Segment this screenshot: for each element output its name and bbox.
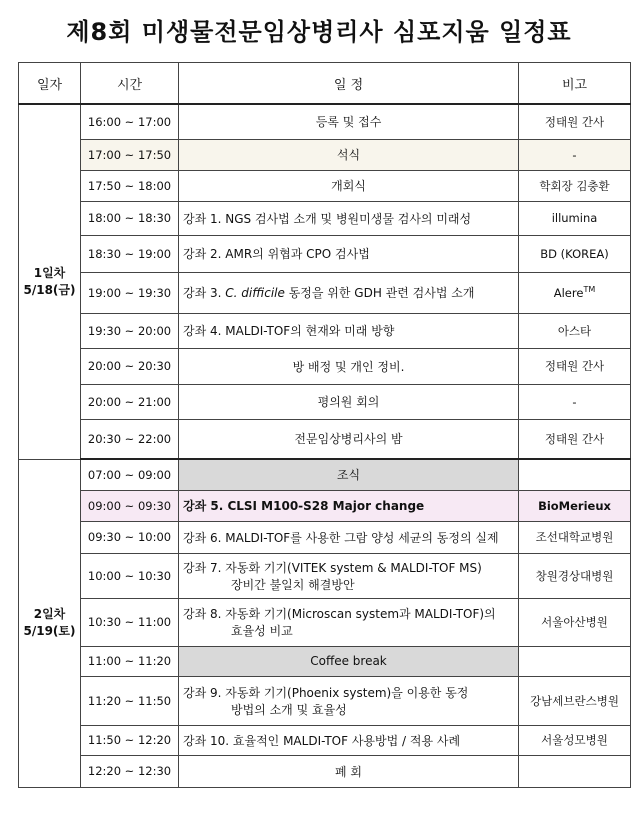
table-row <box>19 521 631 553</box>
time-cell: 10:00 ~ 10:30 <box>81 553 179 598</box>
note-cell <box>519 646 631 676</box>
schedule-table <box>18 62 631 788</box>
time-cell: 18:00 ~ 18:30 <box>81 201 179 235</box>
program-cell: 강좌 10. 효율적인 MALDI-TOF 사용방법 / 적용 사례 <box>179 725 519 755</box>
program-cell <box>179 272 519 313</box>
program-cell: 강좌 2. AMR의 위협과 CPO 검사법 <box>179 235 519 272</box>
table-row <box>19 755 631 787</box>
time-cell: 17:00 ~ 17:50 <box>81 139 179 170</box>
time-cell: 11:20 ~ 11:50 <box>81 676 179 725</box>
table-row <box>19 104 631 139</box>
time-cell: 09:00 ~ 09:30 <box>81 490 179 521</box>
program-cell: 등록 및 접수 <box>179 104 519 139</box>
note-cell <box>519 272 631 313</box>
note-cell: - <box>519 139 631 170</box>
note-cell: 정태원 간사 <box>519 104 631 139</box>
note-cell: 서울성모병원 <box>519 725 631 755</box>
program-cell: 개회식 <box>179 170 519 201</box>
program-cell: 강좌 5. CLSI M100-S28 Major change <box>179 490 519 521</box>
table-row <box>19 384 631 419</box>
time-cell: 19:00 ~ 19:30 <box>81 272 179 313</box>
note-cell: - <box>519 384 631 419</box>
program-cell: 방 배정 및 개인 정비. <box>179 348 519 384</box>
table-row <box>19 646 631 676</box>
program-cell <box>179 553 519 598</box>
program-cell <box>179 598 519 646</box>
program-line-1: 강좌 8. 자동화 기기(Microscan system과 MALDI-TOF)의 <box>183 607 496 621</box>
table-row <box>19 725 631 755</box>
day2-date: 5/19(토) <box>23 624 76 638</box>
program-italic-text: C. difficile <box>225 286 285 300</box>
program-line-1: 강좌 9. 자동화 기기(Phoenix system)을 이용한 동정 <box>183 685 469 700</box>
note-cell: illumina <box>519 201 631 235</box>
program-cell: 강좌 1. NGS 검사법 소개 및 병원미생물 검사의 미래성 <box>179 201 519 235</box>
table-row <box>19 676 631 725</box>
day2-name: 2일차 <box>33 607 66 621</box>
trademark-mark: TM <box>583 285 596 295</box>
time-cell: 07:00 ~ 09:00 <box>81 459 179 490</box>
note-cell: 서울아산병원 <box>519 598 631 646</box>
header-program: 일 정 <box>179 63 519 105</box>
header-time: 시간 <box>81 63 179 105</box>
table-row <box>19 459 631 490</box>
day1-date: 5/18(금) <box>23 282 76 297</box>
table-row <box>19 313 631 348</box>
time-cell: 20:30 ~ 22:00 <box>81 419 179 459</box>
table-row <box>19 490 631 521</box>
note-cell: 강남세브란스병원 <box>519 676 631 725</box>
program-cell: 폐 회 <box>179 755 519 787</box>
header-day: 일자 <box>19 63 81 105</box>
program-cell: 석식 <box>179 139 519 170</box>
table-row <box>19 235 631 272</box>
note-cell <box>519 459 631 490</box>
table-row <box>19 598 631 646</box>
table-row <box>19 272 631 313</box>
note-cell: BD (KOREA) <box>519 235 631 272</box>
day1-name: 1일차 <box>33 265 66 280</box>
time-cell: 17:50 ~ 18:00 <box>81 170 179 201</box>
program-text: 강좌 3. <box>183 286 226 300</box>
note-cell: 창원경상대병원 <box>519 553 631 598</box>
program-cell: Coffee break <box>179 646 519 676</box>
time-cell: 12:20 ~ 12:30 <box>81 755 179 787</box>
note-cell: 아스타 <box>519 313 631 348</box>
time-cell: 20:00 ~ 20:30 <box>81 348 179 384</box>
table-row <box>19 419 631 459</box>
table-row <box>19 348 631 384</box>
time-cell: 11:50 ~ 12:20 <box>81 725 179 755</box>
note-cell: 학회장 김충환 <box>519 170 631 201</box>
time-cell: 10:30 ~ 11:00 <box>81 598 179 646</box>
program-cell <box>179 676 519 725</box>
time-cell: 19:30 ~ 20:00 <box>81 313 179 348</box>
program-line-2: 효율성 비교 <box>231 624 293 638</box>
program-cell: 조식 <box>179 459 519 490</box>
table-row <box>19 170 631 201</box>
program-line-1: 강좌 7. 자동화 기기(VITEK system & MALDI-TOF MS) <box>183 560 482 575</box>
time-cell: 18:30 ~ 19:00 <box>81 235 179 272</box>
note-text: Alere <box>553 285 584 300</box>
note-cell: 조선대학교병원 <box>519 521 631 553</box>
program-text: 동정을 위한 GDH 관련 검사법 소개 <box>284 286 475 300</box>
program-line-2: 방법의 소개 및 효율성 <box>231 702 347 717</box>
time-cell: 09:30 ~ 10:00 <box>81 521 179 553</box>
table-row <box>19 201 631 235</box>
note-cell <box>519 755 631 787</box>
page-title: 제8회 미생물전문임상병리사 심포지움 일정표 <box>66 18 572 46</box>
table-row <box>19 139 631 170</box>
program-line-2: 장비간 불일치 해결방안 <box>231 577 355 592</box>
time-cell: 11:00 ~ 11:20 <box>81 646 179 676</box>
program-cell: 강좌 4. MALDI-TOF의 현재와 미래 방향 <box>179 313 519 348</box>
program-cell: 평의원 회의 <box>179 384 519 419</box>
time-cell: 20:00 ~ 21:00 <box>81 384 179 419</box>
program-cell: 전문임상병리사의 밤 <box>179 419 519 459</box>
table-header-row <box>19 63 631 105</box>
note-cell: 정태원 간사 <box>519 419 631 459</box>
header-note: 비고 <box>519 63 631 105</box>
note-cell: BioMerieux <box>519 490 631 521</box>
day2-cell <box>19 459 81 787</box>
table-row <box>19 553 631 598</box>
note-cell: 정태원 간사 <box>519 348 631 384</box>
time-cell: 16:00 ~ 17:00 <box>81 104 179 139</box>
day1-cell <box>19 104 81 459</box>
program-cell: 강좌 6. MALDI-TOF를 사용한 그람 양성 세균의 동정의 실제 <box>179 521 519 553</box>
